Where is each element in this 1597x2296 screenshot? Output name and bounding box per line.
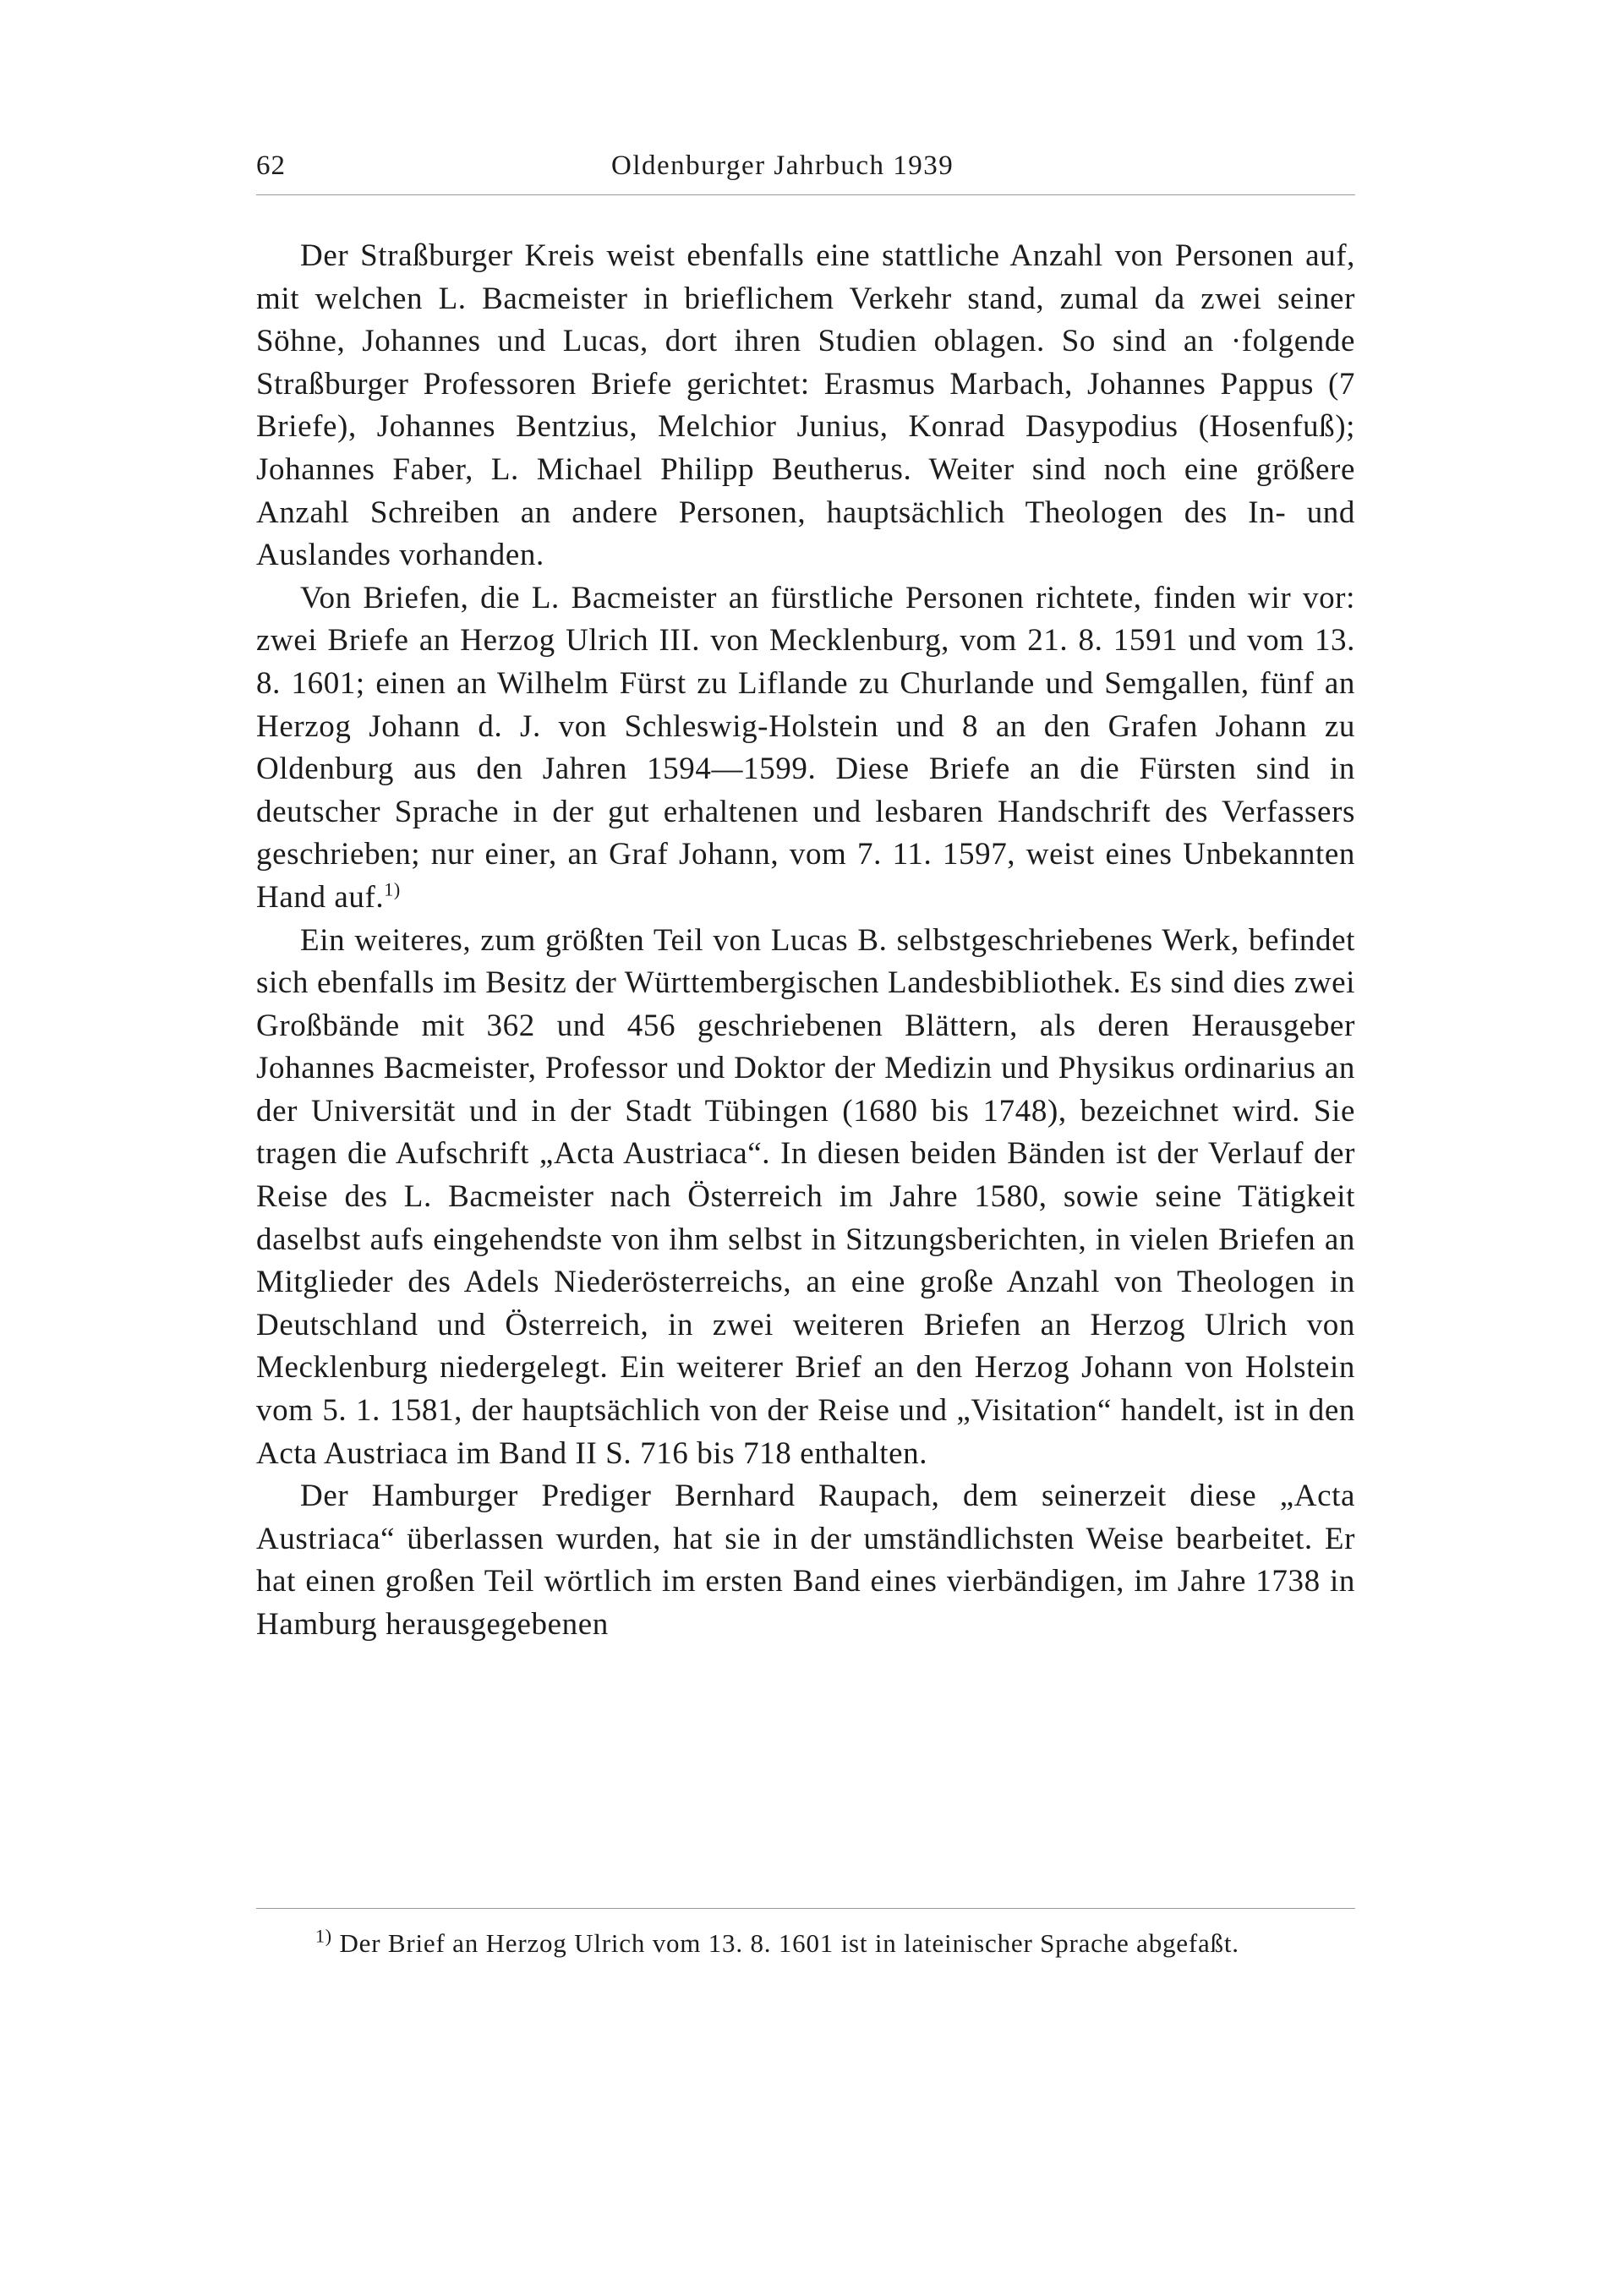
paragraph-raupach: Der Hamburger Prediger Bernhard Raupach, dem seinerzeit diese „Acta Austriaca“ überlassen wurden, hat sie in der umständlichsten Weise bearbeitet. Er hat einen großen Teil wörtlich im ersten Band eines vierbändigen, im Jahre 1738 in Hamburg herausgegebenen: [256, 1479, 1355, 1642]
page-number: 62: [256, 150, 286, 181]
footnote-marker: 1): [315, 1925, 332, 1947]
paragraph-acta-austriaca: Ein weiteres, zum größten Teil von Lucas B. selbstgeschriebenes Werk, befindet sich ebenfalls im Besitz der Württembergischen Landesbibliothek. Es sind dies zwei Großbände mit 362 und 456 geschriebenen Blättern, als deren Herausgeber Johannes Bacmeister, Professor und Doktor der Medizin und Physikus ordinarius an der Universität und in der Stadt Tübingen (1680 bis 1748), bezeichnet wird. Sie tragen die Aufschrift „Acta Austriaca“. In diesen beiden Bänden ist der Verlauf der Reise des L. Bacmeister nach Österreich im Jahre 1580, sowie seine Tätigkeit daselbst aufs eingehendste von ihm selbst in Sitzungsberichten, in vielen Briefen an Mitglieder des Adels Niederösterreichs, an eine große Anzahl von Theologen in Deutschland und Österreich, in zwei weiteren Briefen an Herzog Ulrich von Mecklenburg niedergelegt. Ein weiterer Brief an den Herzog Johann von Holstein vom 5. 1. 1581, der hauptsächlich von der Reise und „Visitation“ handelt, ist in den Acta Austriaca im Band II S. 716 bis 718 enthalten.: [256, 922, 1355, 1471]
footnote-divider: [256, 1908, 1355, 1909]
running-title: Oldenburger Jahrbuch 1939: [611, 150, 954, 181]
footnote: [256, 1924, 1355, 1963]
page-header: [256, 144, 1355, 194]
header-divider: [256, 194, 1355, 195]
footnote-reference: 1): [384, 878, 401, 900]
paragraph-princely-letters: [256, 577, 1355, 920]
footnote-text: Der Brief an Herzog Ulrich vom 13. 8. 1601 ist in lateinischer Sprache abgefaßt.: [339, 1928, 1239, 1958]
paragraph-strassburg-circle: Der Straßburger Kreis weist ebenfalls eine stattliche Anzahl von Personen auf, mit welchen L. Bacmeister in brieflichem Verkehr stand, zumal da zwei seiner Söhne, Johannes und Lucas, dort ihren Studien oblagen. So sind an ·folgende Straßburger Professoren Briefe gerichtet: Erasmus Marbach, Johannes Pappus (7 Briefe), Johannes Bentzius, Melchior Junius, Konrad Dasypodius (Hosenfuß); Johannes Faber, L. Michael Philipp Beutherus. Weiter sind noch eine größere Anzahl Schreiben an andere Personen, hauptsächlich Theologen des In- und Auslandes vorhanden.: [256, 238, 1355, 573]
main-text: [256, 235, 1355, 1647]
paragraph-princely-letters-text: Von Briefen, die L. Bacmeister an fürstliche Personen richtete, finden wir vor: zwei Briefe an Herzog Ulrich III. von Mecklenburg, vom 21. 8. 1591 und vom 13. 8. 1601; einen an Wilhelm Fürst zu Liflande zu Churlande und Semgallen, fünf an Herzog Johann d. J. von Schleswig-Holstein und 8 an den Grafen Johann zu Oldenburg aus den Jahren 1594—1599. Diese Briefe an die Fürsten sind in deutscher Sprache in der gut erhaltenen und lesbaren Handschrift des Verfassers geschrieben; nur einer, an Graf Johann, vom 7. 11. 1597, weist eines Unbekannten Hand auf.: [256, 580, 1355, 915]
